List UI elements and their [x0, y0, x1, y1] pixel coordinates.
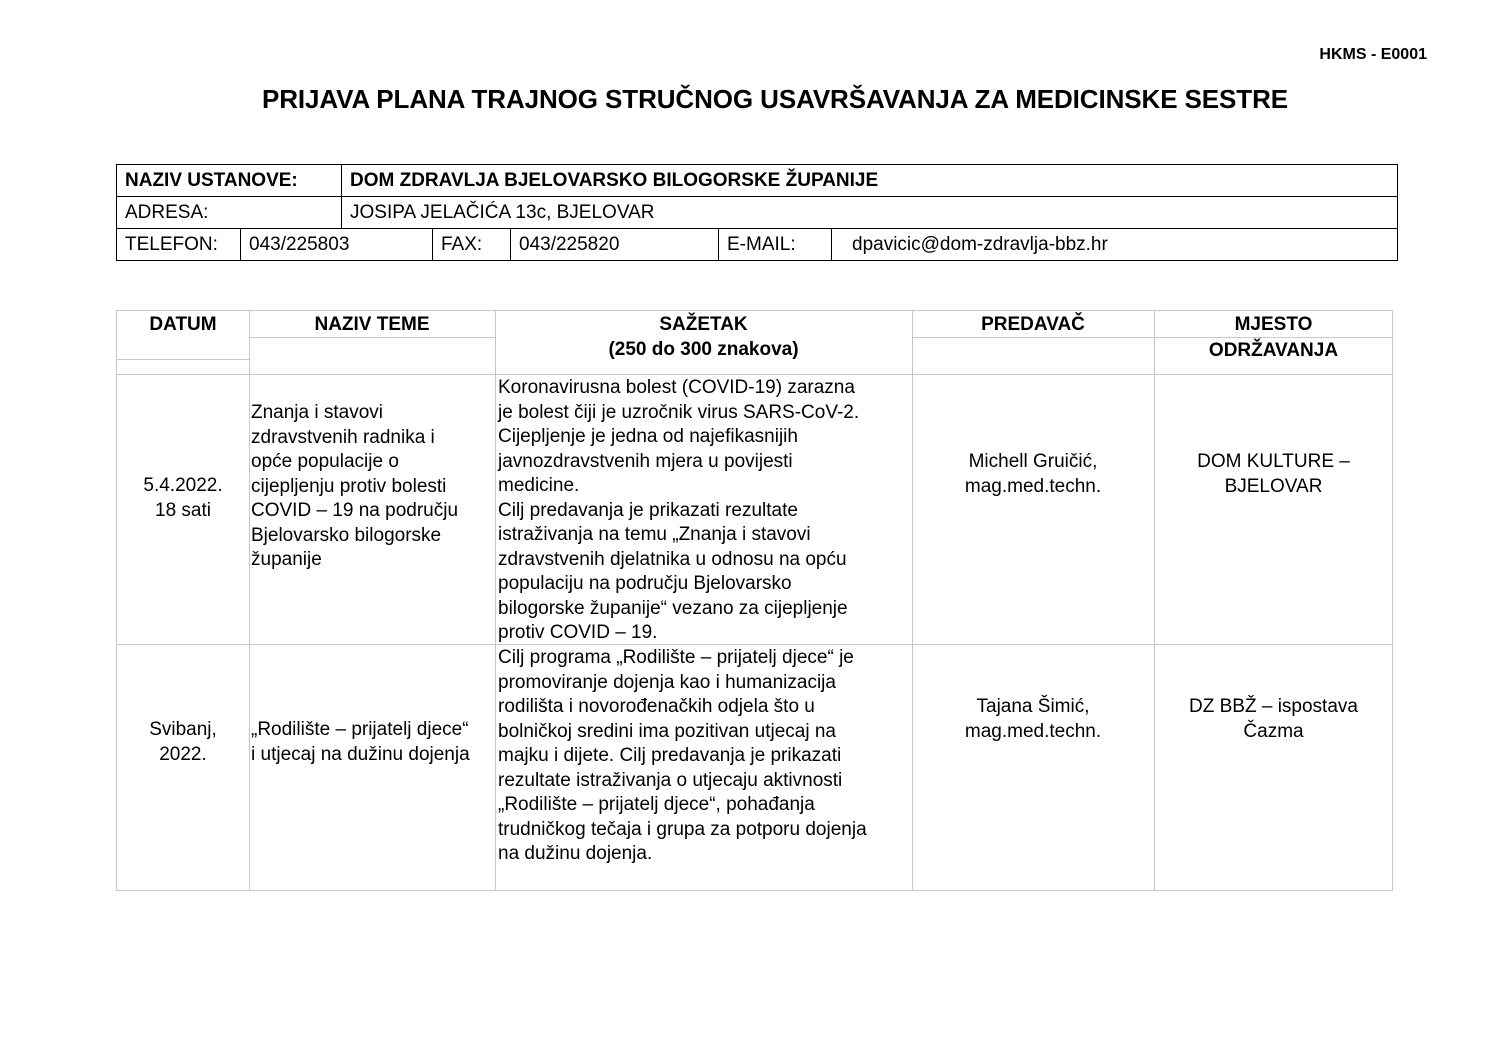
row1-date: 5.4.2022. 18 sati: [143, 475, 223, 521]
institution-address-value: JOSIPA JELAČIĆA 13c, BJELOVAR: [350, 201, 655, 223]
row1-topic: Znanja i stavovi zdravstvenih radnika i opće populacije o cijepljenju protiv bolesti COVID – 19 na području Bjelovarsko bilogorske županije: [251, 402, 459, 570]
phone-value: 043/225803: [241, 229, 433, 260]
header-location: MJESTO: [1234, 314, 1313, 335]
header-date: DATUM: [149, 314, 217, 335]
header-summary: SAŽETAK: [659, 314, 748, 335]
row2-topic: „Rodilište – prijatelj djece“ i utjecaj na dužinu dojenja: [251, 719, 470, 765]
institution-name-label: NAZIV USTANOVE:: [117, 165, 342, 196]
phone-label: TELEFON:: [117, 229, 241, 260]
institution-contact-row: [117, 229, 1397, 260]
row1-summary: Koronavirusna bolest (COVID-19) zarazna je bolest čiji je uzročnik virus SARS-CoV-2. Cijepljenje je jedna od najefikasnijih javnozdravstvenih mjera u povijesti medicine. Cilj predavanja je prikazati rezultate istraživanja na temu „Znanja i stavovi zdravstvenih djelatnika u odnosu na opću populaciju na području Bjelovarsko bilogorske županije“ vezano za cijepljenje protiv COVID – 19.: [498, 377, 860, 643]
institution-address-label: ADRESA:: [117, 197, 342, 228]
row2-summary: Cilj programa „Rodilište – prijatelj djece“ je promoviranje dojenja kao i humanizacija rodilišta i novorođenačkih odjela što u bolničkoj sredini ima pozitivan utjecaj na majku i dijete. Cilj predavanja je prikazati rezultate istraživanja o utjecaju aktivnosti „Rodilište – prijatelj djece“, pohađanja trudničkog tečaja i grupa za potporu dojenja na dužinu dojenja.: [498, 647, 867, 864]
header-lecturer: PREDAVAČ: [981, 314, 1085, 335]
email-label: E-MAIL:: [719, 229, 832, 260]
row2-location: DZ BBŽ – ispostava Čazma: [1189, 696, 1358, 742]
program-table: [116, 310, 1393, 891]
row1-lecturer: Michell Gruičić, mag.med.techn.: [964, 451, 1102, 497]
institution-table: [116, 164, 1398, 261]
email-value: dpavicic@dom-zdravlja-bbz.hr: [852, 233, 1108, 255]
page-title: PRIJAVA PLANA TRAJNOG STRUČNOG USAVRŠAVANJA ZA MEDICINSKE SESTRE: [262, 84, 1288, 114]
header-location-2: ODRŽAVANJA: [1208, 340, 1339, 361]
row2-lecturer: Tajana Šimić, mag.med.techn.: [964, 696, 1102, 742]
form-code: HKMS - E0001: [1319, 46, 1427, 63]
row2-date: Svibanj, 2022.: [149, 719, 217, 765]
institution-name-value: DOM ZDRAVLJA BJELOVARSKO BILOGORSKE ŽUPANIJE: [350, 169, 879, 191]
fax-value: 043/225820: [511, 229, 719, 260]
institution-address-row: [117, 197, 1397, 229]
row1-location: DOM KULTURE – BJELOVAR: [1197, 451, 1350, 497]
fax-label: FAX:: [433, 229, 511, 260]
header-summary-note: (250 do 300 znakova): [608, 339, 799, 360]
header-topic: NAZIV TEME: [314, 314, 430, 335]
institution-name-row: [117, 165, 1397, 197]
